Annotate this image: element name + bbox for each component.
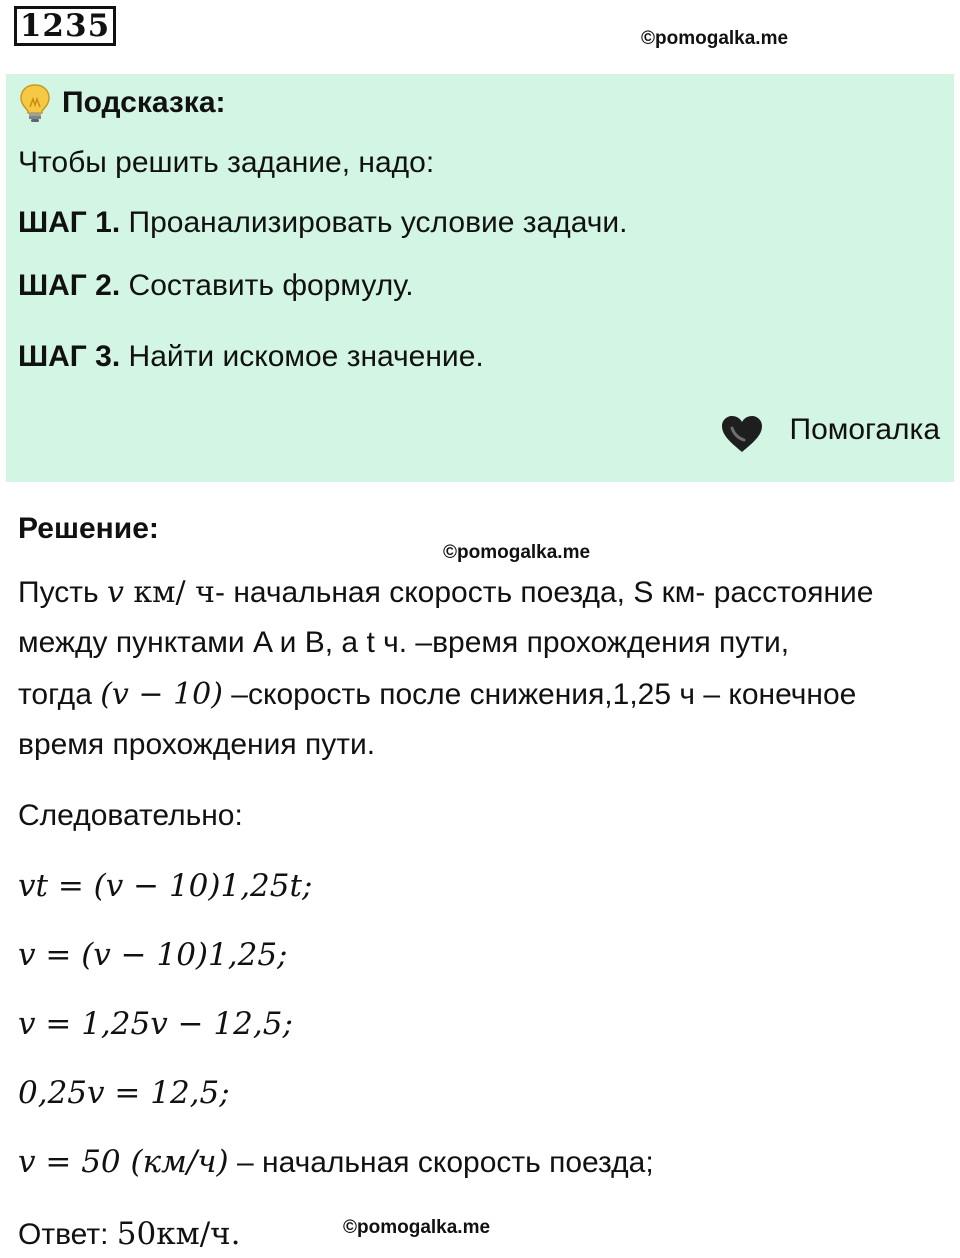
watermark-middle: ©pomogalka.me <box>443 542 591 563</box>
solution-line-3: тогда (v − 10) –скорость после снижения,1,25 ч – конечное <box>18 677 857 712</box>
answer-line <box>18 1216 241 1252</box>
expr-v-minus-10: (v − 10) <box>100 677 223 712</box>
step-label: ШАГ 2. <box>18 269 121 302</box>
unit-kmh: км/ ч <box>123 575 215 610</box>
final-equation-text: – начальная скорость поезда; <box>228 1146 654 1179</box>
final-equation: v = 50 (км/ч) <box>18 1144 229 1180</box>
equation-5 <box>18 1144 654 1180</box>
lightbulb-icon <box>18 83 52 123</box>
equation-3: v = 1,25v − 12,5; <box>18 1006 293 1042</box>
hint-intro: Чтобы решить задание, надо: <box>18 146 435 179</box>
step-label: ШАГ 1. <box>18 206 121 239</box>
brand-label: Помогалка <box>789 413 940 446</box>
hint-title: Подсказка: <box>62 86 226 119</box>
hint-step-1 <box>18 206 627 240</box>
hint-step-3 <box>18 340 484 374</box>
hint-step-2 <box>18 269 414 303</box>
answer-value: 50км/ч. <box>116 1216 241 1252</box>
equation-4: 0,25v = 12,5; <box>18 1075 230 1111</box>
solution-line-4: время прохождения пути. <box>18 728 376 761</box>
answer-label: Ответ: <box>18 1218 117 1251</box>
var-v: v <box>106 575 124 610</box>
solution-line-2: между пунктами A и B, a t ч. –время прохождения пути, <box>18 626 790 659</box>
heart-icon <box>720 414 764 454</box>
solution-line-1: Пусть v км/ ч- начальная скорость поезда, S км- расстояние <box>18 575 874 610</box>
step-text: Проанализировать условие задачи. <box>128 206 628 239</box>
therefore-label: Следовательно: <box>18 799 243 832</box>
equation-2: v = (v − 10)1,25; <box>18 937 288 973</box>
watermark-bottom: ©pomogalka.me <box>343 1217 491 1238</box>
equation-1: vt = (v − 10)1,25t; <box>18 868 313 904</box>
step-label: ШАГ 3. <box>18 340 121 373</box>
task-number: 1235 <box>14 6 116 46</box>
solution-title: Решение: <box>18 512 159 545</box>
step-text: Составить формулу. <box>128 269 414 302</box>
step-text: Найти искомое значение. <box>128 340 484 373</box>
watermark-top: ©pomogalka.me <box>641 28 789 49</box>
hint-box <box>6 74 954 482</box>
